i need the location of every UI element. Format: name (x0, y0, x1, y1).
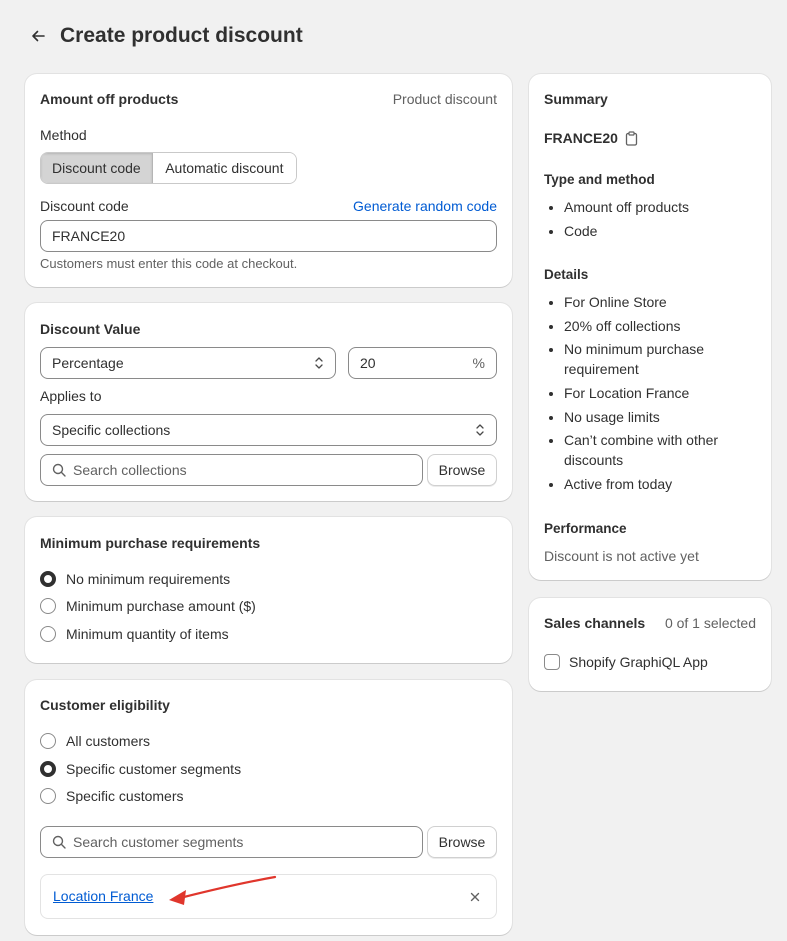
radio-unselected[interactable] (40, 626, 56, 642)
discount-code-label: Discount code (40, 198, 129, 214)
select-chevron-icon (314, 356, 324, 370)
amount-off-card (25, 74, 512, 287)
list-item: • Code (564, 221, 759, 241)
percent-suffix: % (472, 355, 485, 371)
discount-code-input[interactable] (40, 220, 497, 252)
method-automatic-button[interactable]: Automatic discount (153, 153, 296, 183)
radio-selected[interactable] (40, 571, 56, 587)
channel-label: Shopify GraphiQL App (569, 654, 708, 670)
list-item: • For Online Store (564, 292, 759, 312)
summary-code: FRANCE20 (544, 130, 618, 146)
method-label: Method (40, 127, 87, 143)
sales-channels-card (529, 598, 771, 691)
discount-type-label: Product discount (392, 91, 497, 107)
list-item: • Active from today (564, 474, 759, 494)
select-chevron-icon (475, 423, 485, 437)
selected-segment-row (40, 874, 497, 919)
browse-segments-button[interactable]: Browse (427, 826, 497, 858)
arrow-left-icon (30, 28, 46, 44)
applies-to-value: Specific collections (52, 422, 171, 438)
option-label: Specific customer segments (66, 761, 242, 777)
method-discount-code-button[interactable]: Discount code (41, 153, 153, 183)
clipboard-icon[interactable] (625, 131, 638, 146)
minimum-option-quantity[interactable] (40, 624, 229, 644)
value-type-select[interactable] (40, 347, 336, 379)
summary-title: Summary (544, 91, 608, 107)
list-item: • No minimum purchase requirement (564, 339, 759, 379)
sales-channels-count: 0 of 1 selected (664, 615, 756, 631)
eligibility-option-segments[interactable] (40, 759, 241, 779)
minimum-requirements-card (25, 517, 512, 663)
list-item: • Can’t combine with other discounts (564, 430, 759, 470)
discount-value-card (25, 303, 512, 501)
radio-unselected[interactable] (40, 598, 56, 614)
applies-to-label: Applies to (40, 388, 102, 404)
discount-code-value: FRANCE20 (52, 228, 126, 244)
browse-collections-button[interactable]: Browse (427, 454, 497, 486)
channel-checkbox[interactable] (544, 654, 560, 670)
channel-checkbox-row[interactable] (544, 654, 708, 670)
option-label: Minimum purchase amount ($) (66, 598, 256, 614)
applies-to-select[interactable] (40, 414, 497, 446)
option-label: Minimum quantity of items (66, 626, 229, 642)
back-button[interactable] (26, 24, 50, 48)
search-collections-input[interactable] (40, 454, 423, 486)
search-segments-placeholder: Search customer segments (73, 834, 244, 850)
option-label: Specific customers (66, 788, 184, 804)
generate-random-code-link[interactable]: Generate random code (353, 198, 497, 214)
card-title: Customer eligibility (40, 697, 170, 713)
selected-segment-link[interactable]: Location France (53, 888, 154, 904)
method-segmented-control (40, 152, 297, 184)
card-title: Amount off products (40, 91, 179, 107)
performance-heading: Performance (544, 521, 627, 536)
page-header (26, 22, 303, 50)
minimum-option-amount[interactable] (40, 596, 256, 616)
list-item: • 20% off collections (564, 316, 759, 336)
search-icon (52, 463, 66, 477)
discount-amount-input[interactable] (348, 347, 497, 379)
details-list (544, 292, 759, 498)
list-item: • No usage limits (564, 407, 759, 427)
type-method-heading: Type and method (544, 172, 655, 187)
search-icon (52, 835, 66, 849)
eligibility-option-customers[interactable] (40, 786, 183, 806)
discount-amount-value: 20 (360, 355, 376, 371)
card-title: Discount Value (40, 321, 141, 337)
radio-unselected[interactable] (40, 788, 56, 804)
customer-eligibility-card (25, 680, 512, 935)
radio-unselected[interactable] (40, 733, 56, 749)
summary-card (529, 74, 771, 580)
summary-code-row (544, 130, 638, 146)
code-help-text: Customers must enter this code at checkout. (40, 256, 298, 271)
search-collections-placeholder: Search collections (73, 462, 187, 478)
type-method-list (544, 197, 759, 244)
list-item: • Amount off products (564, 197, 759, 217)
minimum-option-none[interactable] (40, 569, 230, 589)
option-label: All customers (66, 733, 151, 749)
list-item: • For Location France (564, 383, 759, 403)
eligibility-option-all[interactable] (40, 731, 150, 751)
search-segments-input[interactable] (40, 826, 423, 858)
sales-channels-title: Sales channels (544, 615, 646, 631)
option-label: No minimum requirements (66, 571, 231, 587)
performance-text: Discount is not active yet (544, 548, 699, 564)
page-title: Create product discount (60, 24, 303, 47)
details-heading: Details (544, 267, 589, 282)
radio-selected[interactable] (40, 761, 56, 777)
value-type-value: Percentage (52, 355, 124, 371)
remove-segment-icon[interactable] (470, 892, 480, 902)
card-title: Minimum purchase requirements (40, 535, 261, 551)
